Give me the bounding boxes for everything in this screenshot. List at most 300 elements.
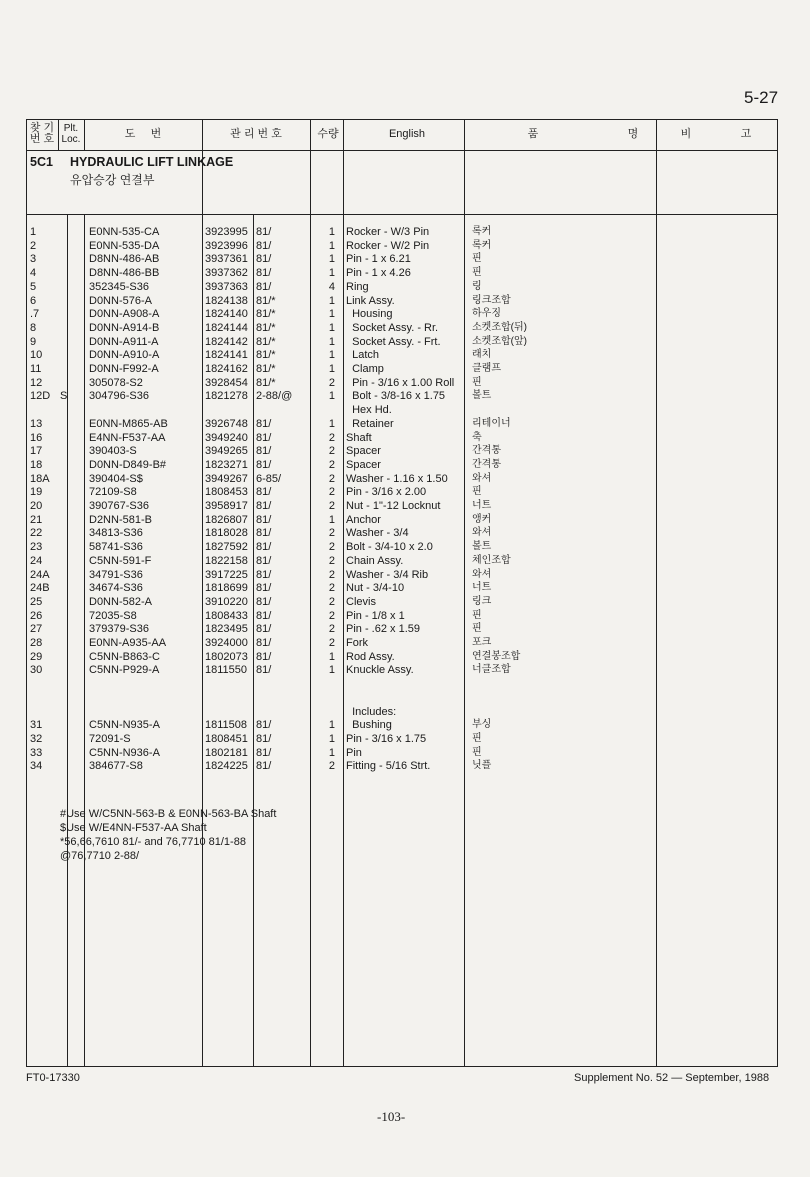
english-description: Hex Hd. bbox=[346, 404, 392, 417]
effect-code: 81/* bbox=[256, 376, 276, 389]
table-row bbox=[0, 691, 810, 705]
korean-description: 핀 bbox=[472, 486, 482, 498]
effect-code: 81/ bbox=[256, 637, 272, 649]
section-title: HYDRAULIC LIFT LINKAGE bbox=[70, 155, 234, 169]
plant-loc: S bbox=[60, 390, 68, 403]
table-row bbox=[0, 609, 810, 623]
mgmt-number: 3937363 bbox=[205, 280, 248, 293]
part-number: 72091-S bbox=[89, 732, 131, 745]
korean-description: 핀 bbox=[472, 376, 482, 388]
korean-description: 앵커 bbox=[472, 513, 492, 525]
table-row bbox=[0, 362, 810, 376]
find-number: 18 bbox=[30, 458, 43, 471]
quantity: 2 bbox=[328, 527, 335, 540]
effect-code: 6-85/ bbox=[256, 472, 282, 485]
english-description: Bolt - 3/4-10 x 2.0 bbox=[346, 541, 433, 554]
english-description: Spacer bbox=[346, 445, 381, 458]
mgmt-number: 1802181 bbox=[205, 746, 248, 759]
english-description: Link Assy. bbox=[346, 294, 395, 307]
find-number: 24A bbox=[30, 568, 50, 581]
part-number: E0NN-535-CA bbox=[89, 226, 160, 238]
table-row bbox=[0, 280, 810, 294]
page-footer-number: -103- bbox=[377, 1109, 406, 1124]
effect-code: 81/ bbox=[256, 267, 272, 280]
effect-code: 81/* bbox=[256, 308, 276, 321]
find-number: 27 bbox=[30, 623, 43, 636]
part-number: E0NN-M865-AB bbox=[89, 417, 168, 430]
english-description: Socket Assy. - Frt. bbox=[346, 335, 441, 348]
english-description: Nut - 3/4-10 bbox=[346, 582, 405, 595]
english-description: Rocker - W/2 Pin bbox=[346, 239, 430, 252]
quantity: 2 bbox=[328, 486, 335, 499]
quantity: 1 bbox=[328, 267, 335, 280]
effect-code: 81/ bbox=[256, 760, 272, 773]
english-description: Clevis bbox=[346, 595, 376, 608]
section-header bbox=[26, 151, 778, 215]
effect-code: 81/ bbox=[256, 500, 272, 512]
korean-description: 체인조합 bbox=[472, 554, 511, 566]
quantity: 2 bbox=[328, 554, 335, 567]
table-header bbox=[26, 119, 778, 151]
table-row bbox=[0, 239, 810, 253]
mgmt-number: 1827592 bbox=[205, 541, 248, 554]
quantity: 2 bbox=[328, 541, 335, 554]
find-number: 34 bbox=[30, 760, 43, 773]
table-row bbox=[0, 225, 810, 239]
korean-description: 간격통 bbox=[472, 458, 501, 470]
english-description: Washer - 1.16 x 1.50 bbox=[346, 472, 448, 485]
table-row bbox=[0, 568, 810, 582]
korean-description: 록커 bbox=[472, 226, 492, 237]
part-number: 34813-S36 bbox=[89, 527, 143, 540]
english-description: Rod Assy. bbox=[346, 650, 395, 663]
part-number: 304796-S36 bbox=[89, 390, 149, 403]
quantity: 2 bbox=[328, 472, 335, 485]
quantity: 4 bbox=[328, 280, 335, 293]
find-number: 29 bbox=[30, 650, 43, 663]
quantity: 1 bbox=[328, 226, 335, 238]
find-number: 3 bbox=[30, 253, 37, 266]
find-number: 18A bbox=[30, 472, 50, 485]
table-row bbox=[0, 252, 810, 266]
english-description: Spacer bbox=[346, 458, 381, 471]
quantity: 1 bbox=[328, 349, 335, 362]
english-description: Washer - 3/4 bbox=[346, 527, 409, 540]
part-number: C5NN-N935-A bbox=[89, 719, 160, 732]
part-number: 390403-S bbox=[89, 445, 137, 458]
effect-code: 81/ bbox=[256, 431, 272, 444]
korean-description: 너트 bbox=[472, 500, 492, 511]
english-description: Socket Assy. - Rr. bbox=[346, 321, 439, 334]
page-number: 5-27 bbox=[744, 88, 779, 107]
effect-code: 81/ bbox=[256, 527, 272, 540]
find-number: 21 bbox=[30, 513, 43, 526]
korean-description: 소켓조합(뒤) bbox=[472, 321, 527, 333]
quantity: 2 bbox=[328, 445, 335, 458]
korean-description: 핀 bbox=[472, 609, 482, 621]
part-number: E4NN-F537-AA bbox=[89, 431, 166, 444]
table-row bbox=[0, 540, 810, 554]
mgmt-number: 1822158 bbox=[205, 554, 248, 567]
effect-code: 81/* bbox=[256, 349, 276, 362]
header-find-no: 찾 기 번 호 bbox=[29, 122, 55, 145]
quantity: 2 bbox=[328, 623, 335, 636]
quantity: 1 bbox=[328, 746, 335, 759]
table-row bbox=[0, 595, 810, 609]
find-number: 2 bbox=[30, 239, 37, 252]
table-row bbox=[0, 417, 810, 431]
english-description: Anchor bbox=[346, 513, 381, 526]
quantity: 1 bbox=[328, 732, 335, 745]
korean-description: 간격통 bbox=[472, 445, 501, 457]
korean-description: 핀 bbox=[472, 267, 482, 279]
korean-description: 핀 bbox=[472, 623, 482, 635]
mgmt-number: 1823271 bbox=[205, 458, 248, 471]
korean-description: 축 bbox=[472, 431, 482, 443]
korean-description: 핀 bbox=[472, 253, 482, 265]
quantity: 1 bbox=[328, 390, 335, 403]
english-description: Pin - 1 x 4.26 bbox=[346, 267, 411, 280]
header-quantity: 수량 bbox=[317, 127, 339, 140]
find-number: 11 bbox=[30, 363, 42, 375]
part-number: D0NN-D849-B# bbox=[89, 458, 167, 471]
mgmt-number: 1818028 bbox=[205, 527, 248, 540]
english-description: Bolt - 3/8-16 x 1.75 bbox=[346, 390, 446, 403]
footnote-line: *56,66,7610 81/- and 76,7710 81/1-88 bbox=[60, 836, 246, 848]
english-description: Bushing bbox=[346, 719, 392, 732]
part-number: C5NN-N936-A bbox=[89, 746, 160, 759]
english-description: Pin - .62 x 1.59 bbox=[346, 623, 420, 636]
effect-code: 81/ bbox=[256, 650, 272, 663]
find-number: 25 bbox=[30, 595, 43, 608]
find-number: .7 bbox=[30, 308, 40, 321]
mgmt-number: 3937362 bbox=[205, 267, 248, 280]
mgmt-number: 1824140 bbox=[205, 308, 248, 321]
mgmt-number: 1811508 bbox=[205, 719, 248, 732]
part-number: D0NN-A911-A bbox=[89, 335, 159, 348]
header-name-left: 품 bbox=[527, 127, 539, 140]
find-number: 30 bbox=[30, 664, 43, 677]
part-number: D0NN-F992-A bbox=[89, 363, 159, 375]
mgmt-number: 1821278 bbox=[205, 390, 248, 403]
quantity: 1 bbox=[328, 719, 335, 732]
mgmt-number: 3949240 bbox=[205, 431, 248, 444]
table-row bbox=[0, 636, 810, 650]
quantity: 1 bbox=[328, 363, 335, 375]
find-number: 28 bbox=[30, 637, 43, 649]
quantity: 2 bbox=[328, 376, 335, 389]
korean-description: 링 bbox=[472, 280, 482, 292]
header-plant-loc: Plt. Loc. bbox=[61, 123, 81, 145]
part-number: E0NN-535-DA bbox=[89, 239, 160, 252]
english-description: Washer - 3/4 Rib bbox=[346, 568, 429, 581]
english-description: Pin - 3/16 x 1.75 bbox=[346, 732, 427, 745]
table-row bbox=[0, 759, 810, 773]
find-number: 22 bbox=[30, 527, 43, 540]
effect-code: 81/ bbox=[256, 554, 272, 567]
part-number: 72035-S8 bbox=[89, 609, 137, 622]
korean-description: 소켓조합(앞) bbox=[472, 335, 527, 347]
korean-description: 링크조합 bbox=[472, 294, 511, 306]
find-number: 16 bbox=[30, 431, 43, 444]
header-remark-right: 고 bbox=[740, 127, 752, 140]
effect-code: 81/ bbox=[256, 719, 272, 732]
korean-description: 와셔 bbox=[472, 472, 492, 484]
table-row bbox=[0, 677, 810, 691]
english-description: Housing bbox=[346, 308, 393, 321]
english-description: Pin - 3/16 x 1.00 Roll bbox=[346, 376, 455, 389]
korean-description: 볼트 bbox=[472, 390, 492, 402]
table-row bbox=[0, 458, 810, 472]
quantity: 1 bbox=[328, 335, 335, 348]
effect-code: 81/ bbox=[256, 445, 272, 458]
table-row bbox=[0, 499, 810, 513]
effect-code: 81/ bbox=[256, 253, 272, 266]
part-number: 390767-S36 bbox=[89, 500, 149, 512]
effect-code: 81/ bbox=[256, 541, 272, 554]
find-number: 9 bbox=[30, 335, 37, 348]
table-row bbox=[0, 472, 810, 486]
english-description: Latch bbox=[346, 349, 380, 362]
korean-description: 너클조합 bbox=[472, 664, 511, 676]
quantity: 2 bbox=[328, 595, 335, 608]
find-number: 33 bbox=[30, 746, 43, 759]
mgmt-number: 1826807 bbox=[205, 513, 248, 526]
part-number: 72109-S8 bbox=[89, 486, 137, 499]
table-row bbox=[0, 705, 810, 719]
find-number: 19 bbox=[30, 486, 43, 499]
mgmt-number: 1824142 bbox=[205, 335, 248, 348]
mgmt-number: 3923996 bbox=[205, 239, 248, 252]
find-number: 20 bbox=[30, 500, 43, 512]
korean-description: 연결봉조합 bbox=[472, 650, 521, 662]
effect-code: 81/* bbox=[256, 363, 276, 375]
mgmt-number: 1824141 bbox=[205, 349, 248, 362]
effect-code: 81/ bbox=[256, 609, 272, 622]
korean-description: 볼트 bbox=[472, 541, 492, 553]
quantity: 2 bbox=[328, 500, 335, 512]
divider-no bbox=[58, 119, 59, 151]
footnote-line: @76,7710 2-88/ bbox=[60, 850, 140, 862]
mgmt-number: 3926748 bbox=[205, 417, 248, 430]
quantity: 1 bbox=[328, 294, 335, 307]
english-description: Rocker - W/3 Pin bbox=[346, 226, 430, 238]
quantity: 2 bbox=[328, 568, 335, 581]
form-number: FT0-17330 bbox=[26, 1072, 80, 1084]
part-number: D8NN-486-AB bbox=[89, 253, 160, 266]
header-english: English bbox=[388, 127, 426, 140]
header-name-right: 명 bbox=[627, 127, 639, 140]
english-description: Pin bbox=[346, 746, 362, 759]
effect-code: 81/ bbox=[256, 746, 272, 759]
quantity: 1 bbox=[328, 239, 335, 252]
table-row bbox=[0, 294, 810, 308]
effect-code: 81/ bbox=[256, 568, 272, 581]
part-number: C5NN-B863-C bbox=[89, 650, 160, 663]
quantity: 1 bbox=[328, 253, 335, 266]
part-number: D0NN-A908-A bbox=[89, 308, 160, 321]
find-number: 12 bbox=[30, 376, 43, 389]
divider-loc-header bbox=[84, 119, 85, 151]
effect-code: 81/ bbox=[256, 595, 272, 608]
mgmt-number: 1808451 bbox=[205, 732, 248, 745]
quantity: 2 bbox=[328, 458, 335, 471]
part-number: D8NN-486-BB bbox=[89, 267, 160, 280]
table-row bbox=[0, 307, 810, 321]
find-number: 24B bbox=[30, 582, 50, 595]
find-number: 1 bbox=[30, 226, 37, 238]
effect-code: 81/ bbox=[256, 226, 272, 238]
mgmt-number: 1824162 bbox=[205, 363, 248, 375]
korean-description: 와셔 bbox=[472, 527, 492, 539]
mgmt-number: 3937361 bbox=[205, 253, 248, 266]
table-row bbox=[0, 554, 810, 568]
english-description: Nut - 1"-12 Locknut bbox=[346, 500, 441, 512]
mgmt-number: 3917225 bbox=[205, 568, 248, 581]
english-description: Pin - 1/8 x 1 bbox=[346, 609, 405, 622]
table-row bbox=[0, 485, 810, 499]
effect-code: 81/ bbox=[256, 280, 272, 293]
section-subtitle: 유압승강 연결부 bbox=[70, 173, 155, 187]
table-row bbox=[0, 376, 810, 390]
korean-description: 래치 bbox=[472, 349, 492, 361]
quantity: 2 bbox=[328, 582, 335, 595]
footnote-line: #Use W/C5NN-563-B & E0NN-563-BA Shaft bbox=[60, 808, 277, 820]
effect-code: 81/ bbox=[256, 486, 272, 499]
korean-description: 부싱 bbox=[472, 719, 492, 731]
mgmt-number: 3910220 bbox=[205, 595, 248, 608]
english-description: Shaft bbox=[346, 431, 372, 444]
part-number: 58741-S36 bbox=[89, 541, 143, 554]
table-row bbox=[0, 348, 810, 362]
find-number: 5 bbox=[30, 280, 37, 293]
english-description: Includes: bbox=[346, 705, 397, 718]
korean-description: 록커 bbox=[472, 239, 492, 251]
table-row bbox=[0, 732, 810, 746]
effect-code: 81/* bbox=[256, 294, 276, 307]
part-number: D2NN-581-B bbox=[89, 513, 152, 526]
korean-description: 링크 bbox=[472, 595, 492, 607]
effect-code: 81/* bbox=[256, 321, 276, 334]
table-row bbox=[0, 444, 810, 458]
mgmt-number: 3949267 bbox=[205, 472, 248, 485]
table-row bbox=[0, 335, 810, 349]
table-row bbox=[0, 718, 810, 732]
mgmt-number: 1811550 bbox=[205, 664, 248, 677]
quantity: 1 bbox=[328, 321, 335, 334]
header-part-number: 도 번 bbox=[124, 127, 162, 140]
find-number: 32 bbox=[30, 732, 43, 745]
quantity: 2 bbox=[328, 637, 335, 649]
table-row bbox=[0, 389, 810, 403]
part-number: C5NN-P929-A bbox=[89, 664, 160, 677]
table-row bbox=[0, 513, 810, 527]
english-description: Fork bbox=[346, 637, 368, 649]
english-description: Retainer bbox=[346, 417, 394, 430]
effect-code: 81/ bbox=[256, 582, 272, 595]
mgmt-number: 1808433 bbox=[205, 609, 248, 622]
supplement-note: Supplement No. 52 — September, 1988 bbox=[574, 1072, 770, 1084]
part-number: D0NN-576-A bbox=[89, 294, 152, 307]
effect-code: 81/* bbox=[256, 335, 276, 348]
effect-code: 81/ bbox=[256, 239, 272, 252]
find-number: 13 bbox=[30, 417, 43, 430]
mgmt-number: 1824138 bbox=[205, 294, 248, 307]
table-row bbox=[0, 746, 810, 760]
korean-description: 클램프 bbox=[472, 363, 501, 374]
find-number: 10 bbox=[30, 349, 43, 362]
korean-description: 포크 bbox=[472, 637, 492, 648]
korean-description: 너트 bbox=[472, 582, 492, 594]
part-number: 390404-S$ bbox=[89, 472, 143, 485]
table-row bbox=[0, 622, 810, 636]
quantity: 2 bbox=[328, 431, 335, 444]
header-remark-left: 비 bbox=[680, 127, 692, 140]
mgmt-number: 1823495 bbox=[205, 623, 248, 636]
mgmt-number: 1802073 bbox=[205, 650, 248, 663]
english-description: Pin - 3/16 x 2.00 bbox=[346, 486, 427, 499]
part-number: 379379-S36 bbox=[89, 623, 149, 636]
effect-code: 81/ bbox=[256, 417, 272, 430]
korean-description: 핀 bbox=[472, 746, 482, 758]
english-description: Fitting - 5/16 Strt. bbox=[346, 760, 431, 773]
effect-code: 81/ bbox=[256, 732, 272, 745]
english-description: Ring bbox=[346, 280, 369, 293]
part-number: E0NN-A935-AA bbox=[89, 637, 167, 649]
effect-code: 2-88/@ bbox=[256, 390, 293, 403]
mgmt-number: 3958917 bbox=[205, 500, 248, 512]
quantity: 1 bbox=[328, 513, 335, 526]
mgmt-number: 3928454 bbox=[205, 376, 248, 389]
table-row bbox=[0, 526, 810, 540]
effect-code: 81/ bbox=[256, 664, 272, 677]
part-number: D0NN-582-A bbox=[89, 595, 152, 608]
find-number: 17 bbox=[30, 445, 43, 458]
korean-description: 핀 bbox=[472, 732, 482, 744]
english-description: Clamp bbox=[346, 363, 384, 375]
section-code: 5C1 bbox=[30, 155, 53, 169]
mgmt-number: 1824225 bbox=[205, 760, 248, 773]
quantity: 2 bbox=[328, 760, 335, 773]
korean-description: 와셔 bbox=[472, 568, 492, 580]
find-number: 31 bbox=[30, 719, 43, 732]
effect-code: 81/ bbox=[256, 513, 272, 526]
table-row bbox=[0, 663, 810, 677]
quantity: 1 bbox=[328, 650, 335, 663]
mgmt-number: 1824144 bbox=[205, 321, 248, 334]
quantity: 1 bbox=[328, 308, 335, 321]
part-number: 352345-S36 bbox=[89, 280, 149, 293]
mgmt-number: 3923995 bbox=[205, 226, 248, 238]
find-number: 4 bbox=[30, 267, 37, 280]
korean-description: 하우징 bbox=[472, 308, 501, 320]
effect-code: 81/ bbox=[256, 623, 272, 636]
part-number: D0NN-A910-A bbox=[89, 349, 160, 362]
footnote-line: $Use W/E4NN-F537-AA Shaft bbox=[60, 822, 207, 834]
part-number: D0NN-A914-B bbox=[89, 321, 160, 334]
find-number: 8 bbox=[30, 321, 37, 334]
korean-description: 닛플 bbox=[472, 760, 492, 772]
mgmt-number: 1818699 bbox=[205, 582, 248, 595]
part-number: C5NN-591-F bbox=[89, 554, 152, 567]
find-number: 12D bbox=[30, 390, 51, 403]
table-row bbox=[0, 431, 810, 445]
quantity: 2 bbox=[328, 609, 335, 622]
english-description: Pin - 1 x 6.21 bbox=[346, 253, 411, 266]
find-number: 26 bbox=[30, 609, 43, 622]
find-number: 6 bbox=[30, 294, 37, 307]
part-number: 34674-S36 bbox=[89, 582, 143, 595]
